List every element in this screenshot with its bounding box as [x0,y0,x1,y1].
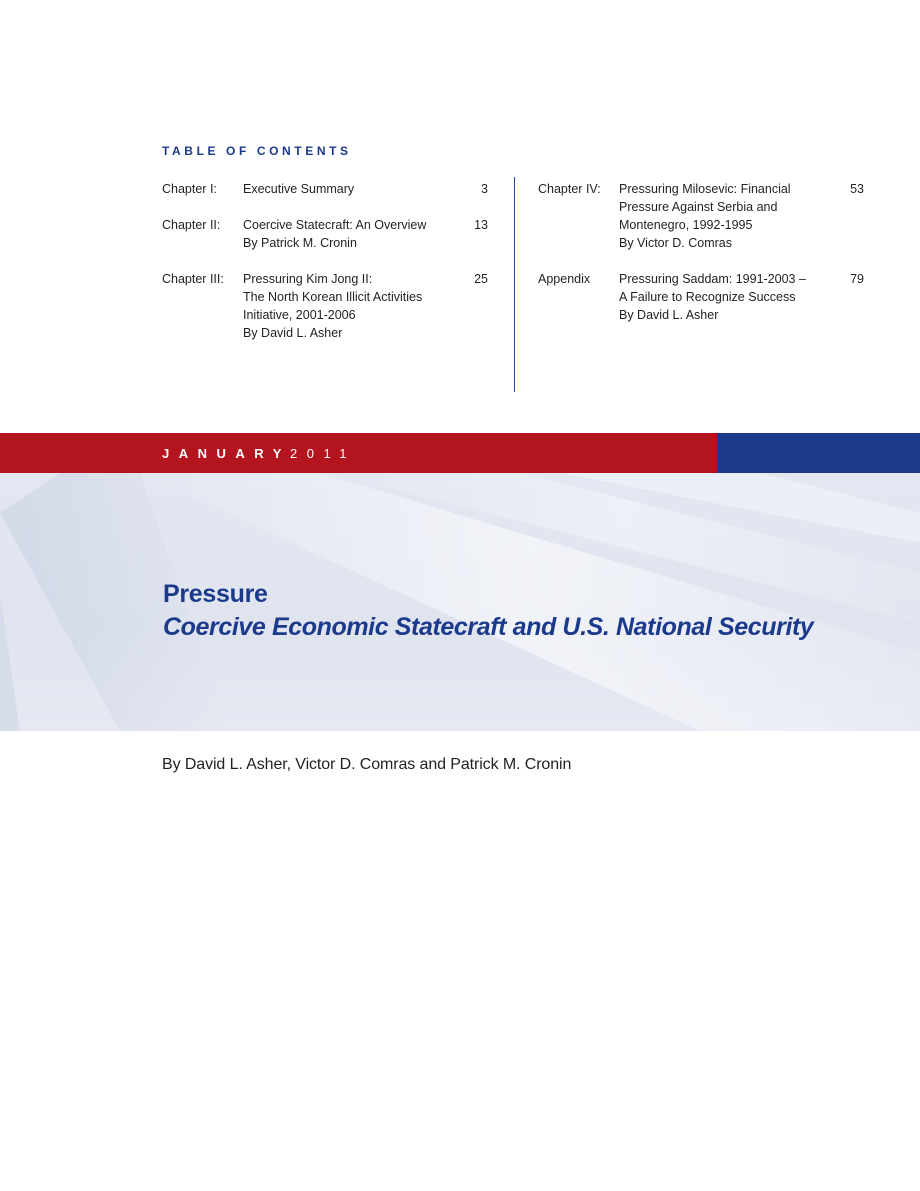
toc-entry[interactable] [162,270,488,342]
toc-entry-line: By David L. Asher [619,308,719,322]
toc-entry-line: Coercive Statecraft: An Overview [243,218,427,232]
toc-entry-line: Montenegro, 1992-1995 [619,218,753,232]
toc-page-number: 53 [850,182,864,196]
toc-entry-line: Initiative, 2001-2006 [243,308,356,322]
toc-entry-line: Pressuring Milosevic: Financial [619,182,791,196]
toc-entry[interactable] [162,180,488,198]
toc-page-number: 13 [474,218,488,232]
toc-entry-line: Executive Summary [243,182,355,196]
toc-entry-text [243,216,448,252]
toc-entry-text [243,180,448,198]
toc-entry-line: By David L. Asher [243,326,343,340]
toc-entry-line: Pressuring Kim Jong II: [243,272,373,286]
toc-chapter-label: Appendix [538,272,591,286]
report-title: Pressure [163,580,268,608]
toc-right-column [538,180,864,342]
toc-entry-text [243,270,448,342]
toc-entry-text [619,270,824,324]
toc-chapter-label: Chapter III: [162,272,224,286]
toc-entry-line: By Patrick M. Cronin [243,236,357,250]
toc-entry-line: Pressure Against Serbia and [619,200,778,214]
toc-chapter-label: Chapter I: [162,182,217,196]
report-authors: By David L. Asher, Victor D. Comras and Patrick M. Cronin [162,756,572,773]
toc-entry-line: A Failure to Recognize Success [619,290,796,304]
toc-chapter-label: Chapter IV: [538,182,601,196]
toc-entry-text [619,180,824,252]
date-year: 2011 [290,446,356,461]
toc-page-number: 25 [474,272,488,286]
toc-page-number: 3 [481,182,488,196]
toc-entry[interactable] [538,180,864,252]
toc-divider [514,177,515,392]
toc-entry-line: Pressuring Saddam: 1991-2003 – [619,272,806,286]
date-band-red [0,433,717,473]
date-month: JANUARY [162,446,291,461]
toc-entry-line: The North Korean Illicit Activities [243,290,423,304]
toc-chapter-label: Chapter II: [162,218,221,232]
toc-entry-line: By Victor D. Comras [619,236,732,250]
toc-left-column [162,180,488,360]
toc-entry[interactable] [162,216,488,252]
toc-page-number: 79 [850,272,864,286]
hero-background-graphic [0,473,920,731]
report-subtitle: Coercive Economic Statecraft and U.S. National Security [163,613,814,641]
hero-banner [0,473,920,731]
toc-heading: TABLE OF CONTENTS [162,144,352,158]
date-band-blue [717,433,920,473]
toc-entry[interactable] [538,270,864,324]
